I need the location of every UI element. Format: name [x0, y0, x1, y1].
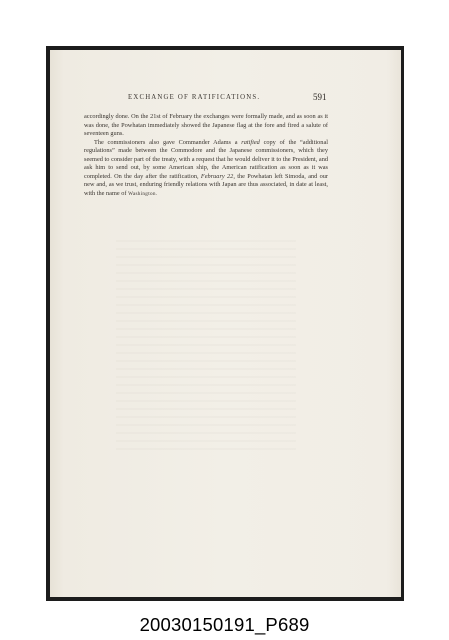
page-number: 591 [313, 92, 327, 102]
paragraph-1-text: accordingly done. On the 21st of February the exchanges were formally made, and as soon as it was done, the Powhatan immediately showed the Japanese flag at the fore and fired a salute of seventeen guns. [84, 113, 328, 138]
italic-date: February 22 [200, 172, 234, 180]
running-title: EXCHANGE OF RATIFICATIONS. [128, 94, 261, 101]
paragraph-2-text-a: The commissioners also gave Commander Adams a [94, 138, 242, 146]
book-page [50, 50, 401, 597]
archive-id-caption: 20030150191_P689 [139, 614, 310, 635]
running-head [50, 91, 350, 103]
paragraph-2-text-e: , the Powhatan left Simoda, and our new and, as we trust, enduring friendly relations with Japan are thus associated, in date at least, with the name of [84, 172, 328, 197]
paragraph-2-text-c: copy of the “additional regulations” made between the Commodore and the Japanese commissioners, which they seemed to consider part of the treaty, with a request that he would deliver it to the President, and ask him to send out, by some American ship, the American ratification as soon as it was completed. On the day after the ratification, [84, 138, 328, 180]
paragraph-2 [84, 139, 328, 199]
paragraph-1 [84, 113, 328, 139]
show-through-text [116, 240, 296, 450]
italic-ratified: ratified [241, 138, 260, 146]
smallcaps-washington: Washington. [128, 190, 158, 197]
body-text [84, 113, 328, 198]
